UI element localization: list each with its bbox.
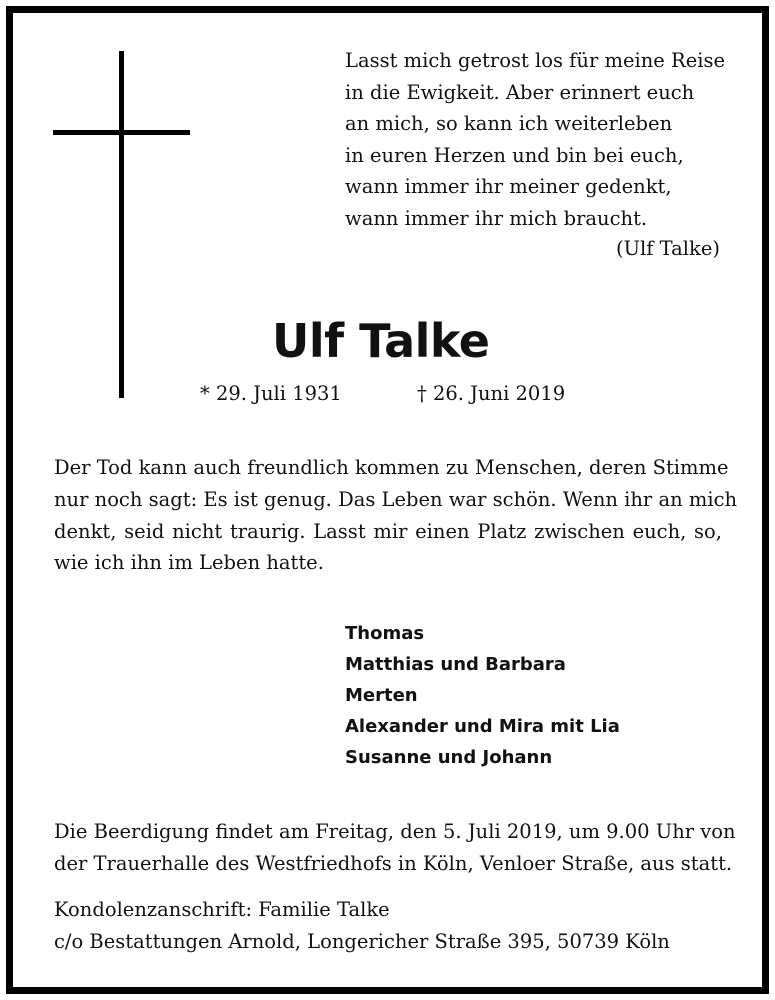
deceased-name: Ulf Talke: [272, 314, 490, 368]
condolence-line: c/o Bestattungen Arnold, Longericher Straße 395, 50739 Köln: [54, 929, 670, 953]
mourner-name: Thomas: [345, 623, 425, 644]
mourner-name: Matthias und Barbara: [345, 654, 566, 675]
quote-line: nur noch sagt: Es ist genug. Das Leben war schön. Wenn ihr an mich: [54, 487, 738, 511]
poem-attribution: (Ulf Talke): [615, 237, 720, 260]
death-date: † 26. Juni 2019: [417, 382, 566, 405]
farewell-quote: [54, 452, 738, 579]
quote-line: Der Tod kann auch freundlich kommen zu Menschen, deren Stimme: [54, 456, 729, 479]
poem: [345, 45, 725, 235]
poem-line: Lasst mich getrost los für meine Reise: [345, 49, 726, 72]
birth-date: * 29. Juli 1931: [200, 382, 342, 405]
cross-horizontal-bar: [53, 130, 190, 135]
mourner-name: Merten: [345, 685, 418, 706]
mourners-list: [345, 618, 620, 773]
funeral-notice: [54, 816, 736, 879]
poem-line: wann immer ihr mich braucht.: [345, 206, 648, 230]
condolence-line: Kondolenzanschrift: Familie Talke: [54, 898, 390, 921]
poem-line: in die Ewigkeit. Aber erinnert euch: [345, 80, 695, 104]
poem-line: wann immer ihr meiner gedenkt,: [345, 175, 672, 199]
funeral-line: der Trauerhalle des Westfriedhofs in Köln, Venloer Straße, aus statt.: [54, 851, 733, 875]
mourner-name: Alexander und Mira mit Lia: [345, 716, 620, 737]
cross-vertical-bar: [119, 51, 124, 398]
poem-line: in euren Herzen und bin bei euch,: [345, 143, 684, 167]
mourner-name: Susanne und Johann: [345, 747, 553, 768]
quote-line: wie ich ihn im Leben hatte.: [54, 551, 324, 575]
funeral-line: Die Beerdigung findet am Freitag, den 5. Juli 2019, um 9.00 Uhr von: [54, 820, 736, 843]
quote-line: denkt, seid nicht traurig. Lasst mir einen Platz zwischen euch, so,: [54, 519, 722, 543]
condolence-address: [54, 894, 722, 957]
poem-line: an mich, so kann ich weiterleben: [345, 112, 673, 136]
